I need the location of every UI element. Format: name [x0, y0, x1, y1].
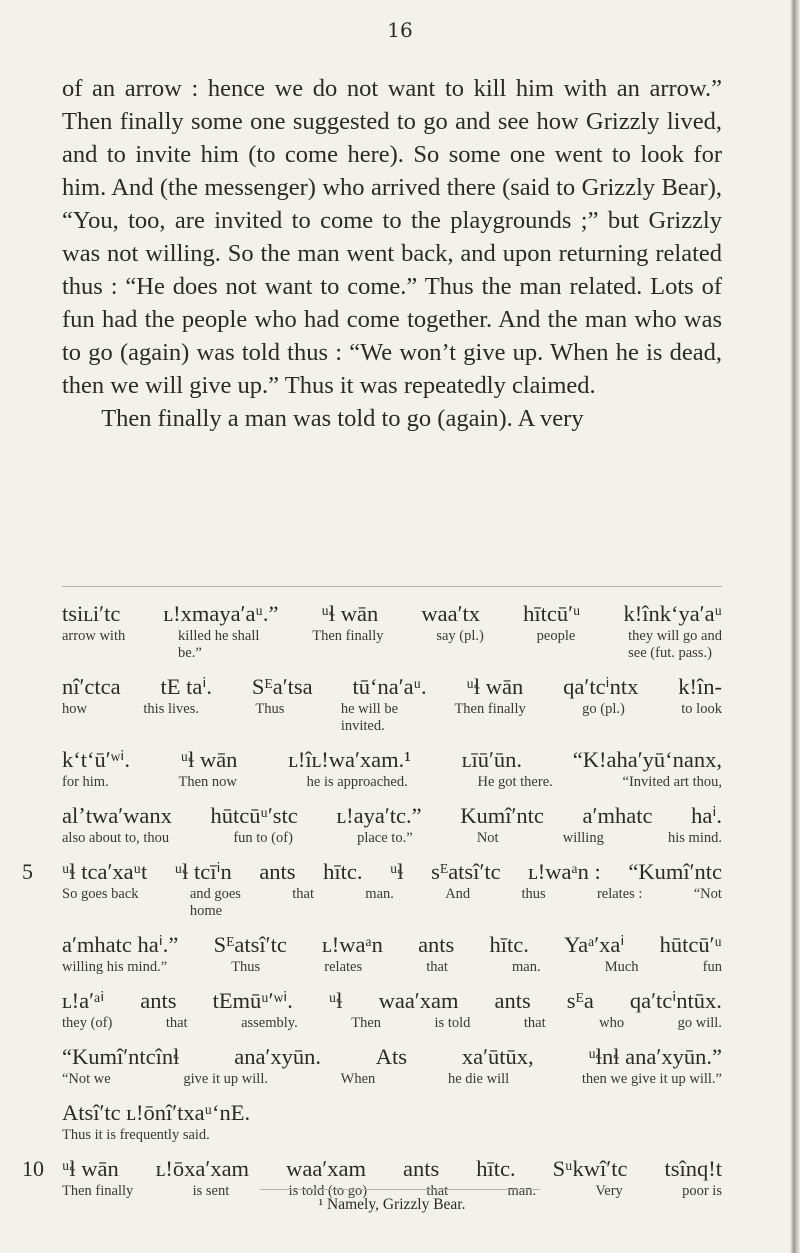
- page-edge-shadow: [790, 0, 800, 1253]
- gloss-word: this lives.: [143, 701, 199, 717]
- native-text-row: [62, 1155, 722, 1183]
- interlinear-text: [22, 600, 722, 1211]
- gloss-row: [62, 1127, 722, 1144]
- gloss-word: to look: [681, 701, 722, 717]
- native-word: ᵘɬ wān: [180, 747, 238, 772]
- native-word: ᵘɬ: [389, 859, 404, 884]
- gloss-word: Then finally: [454, 701, 526, 717]
- interlinear-line: [62, 673, 722, 735]
- native-word: ᵘɬ tcīⁱn: [174, 859, 232, 884]
- native-word: ᵘɬnɬ anaʹxyūn.”: [588, 1044, 722, 1069]
- gloss-word: killed he shall be.”: [178, 628, 260, 661]
- native-text-row: [62, 858, 722, 886]
- gloss-word: relates :: [596, 886, 643, 902]
- gloss-word: Much: [604, 959, 639, 975]
- native-word: anaʹxyūn.: [234, 1044, 321, 1069]
- gloss-row: [62, 774, 722, 791]
- native-text-row: [62, 1099, 722, 1127]
- native-word: ᵘɬ wān: [466, 674, 524, 699]
- gloss-word: So goes back: [62, 886, 139, 902]
- gloss-word: that: [165, 1015, 188, 1031]
- native-word: ᵘɬ wān: [321, 601, 379, 626]
- native-text-row: [62, 746, 722, 774]
- gloss-word: is told (to go): [288, 1183, 368, 1199]
- gloss-word: place to.”: [357, 830, 413, 846]
- native-word: hūtcūʹᵘ: [659, 932, 722, 957]
- gloss-word: is sent: [192, 1183, 230, 1199]
- native-word: ʟ!waᵃn :: [528, 859, 601, 884]
- native-word: hītc.: [476, 1156, 516, 1181]
- gloss-word: also about to, thou: [62, 830, 170, 846]
- native-word: qaʹtcⁱntx: [563, 674, 639, 699]
- gloss-row: [62, 1015, 722, 1032]
- native-text-row: [62, 600, 722, 628]
- native-word: qaʹtcⁱntūx.: [629, 988, 722, 1013]
- line-number: 10: [22, 1156, 44, 1181]
- gloss-word: that: [426, 959, 448, 975]
- gloss-row: [62, 1071, 722, 1088]
- gloss-row: [62, 886, 722, 920]
- footnote-rule: [260, 1189, 540, 1190]
- gloss-word: assembly.: [241, 1015, 298, 1031]
- native-word: hītc.: [489, 932, 529, 957]
- gloss-word: fun to (of): [233, 830, 293, 846]
- native-word: Yaᵃʹxaⁱ: [564, 932, 625, 957]
- native-word: “K!ahaʹyūʻnanx,: [572, 747, 722, 772]
- native-word: ʟ!ayaʹtc.”: [336, 803, 422, 828]
- interlinear-line: [62, 931, 722, 976]
- native-word: k!înkʻyaʹaᵘ: [623, 601, 722, 626]
- native-word: ʟ!xmayaʹaᵘ.”: [163, 601, 279, 626]
- native-word: tE taⁱ.: [160, 674, 213, 699]
- gloss-word: how: [62, 701, 87, 717]
- native-word: waaʹxam: [286, 1156, 366, 1181]
- gloss-word: poor is: [682, 1183, 722, 1199]
- gloss-word: Then now: [178, 774, 237, 790]
- native-word: Atsîʹtc ʟ!ōnîʹtxaᵘʻnE.: [62, 1100, 251, 1125]
- gloss-word: Thus it is frequently said.: [62, 1127, 210, 1143]
- native-word: “Kumîʹntcînɬ: [62, 1044, 180, 1069]
- native-word: Sᴱatsîʹtc: [213, 932, 287, 957]
- gloss-word: willing: [562, 830, 604, 846]
- gloss-word: people: [536, 628, 576, 644]
- gloss-word: and goes home: [189, 886, 241, 919]
- native-word: nîʹctca: [62, 674, 121, 699]
- gloss-row: [62, 628, 722, 662]
- native-text-row: [62, 931, 722, 959]
- native-word: hītcūʹᵘ: [523, 601, 581, 626]
- gloss-word: arrow with: [62, 628, 126, 644]
- native-word: tsînq!t: [664, 1156, 722, 1181]
- native-word: hītc.: [323, 859, 363, 884]
- gloss-word: he will be invited.: [340, 701, 399, 734]
- native-word: ants: [259, 859, 296, 884]
- native-text-row: [62, 802, 722, 830]
- interlinear-line: [22, 1155, 722, 1200]
- interlinear-line: [22, 858, 722, 920]
- gloss-word: man.: [512, 959, 541, 975]
- gloss-word: “Not: [693, 886, 722, 902]
- native-text-row: [62, 987, 722, 1015]
- section-rule: [62, 586, 722, 587]
- native-word: sᴱa: [566, 988, 594, 1013]
- gloss-word: relates: [324, 959, 363, 975]
- gloss-word: then we give it up will.”: [581, 1071, 722, 1087]
- gloss-word: they will go and see (fut. pass.): [628, 628, 722, 661]
- gloss-word: When: [340, 1071, 376, 1087]
- translation-text: [62, 72, 722, 435]
- native-text-row: [62, 673, 722, 701]
- gloss-word: “Invited art thou,: [622, 774, 722, 790]
- native-word: waaʹxam: [378, 988, 459, 1013]
- native-word: Ats: [375, 1044, 408, 1069]
- gloss-word: Not: [476, 830, 499, 846]
- native-word: ᵘɬ tcaʹxaᵘt: [62, 859, 148, 884]
- native-word: ants: [402, 1156, 440, 1181]
- native-word: ants: [418, 932, 455, 957]
- gloss-word: thus: [521, 886, 546, 902]
- translation-paragraph: Then finally a man was told to go (again). A very: [101, 405, 584, 432]
- native-word: haⁱ.: [691, 803, 722, 828]
- native-word: Sᴱaʹtsa: [251, 674, 313, 699]
- gloss-word: go will.: [677, 1015, 722, 1031]
- native-word: ᵘɬ wān: [62, 1156, 119, 1181]
- native-word: Kumîʹntc: [460, 803, 544, 828]
- native-word: ᵘɬ: [328, 988, 343, 1013]
- gloss-word: willing his mind.”: [62, 959, 168, 975]
- gloss-word: “Not we: [62, 1071, 111, 1087]
- native-text-row: [62, 1043, 722, 1071]
- native-word: kʻtʻūʹʷⁱ.: [62, 747, 130, 772]
- gloss-word: that: [292, 886, 314, 902]
- gloss-row: [62, 830, 722, 847]
- gloss-word: go (pl.): [582, 701, 625, 717]
- gloss-word: Thus: [231, 959, 261, 975]
- gloss-word: who: [599, 1015, 625, 1031]
- gloss-word: give it up will.: [183, 1071, 268, 1087]
- gloss-word: man.: [365, 886, 394, 902]
- native-word: tsiʟiʹtc: [62, 601, 121, 626]
- line-number: 5: [22, 859, 33, 884]
- interlinear-line: [62, 1043, 722, 1088]
- native-word: ʟ!aʹᵃⁱ: [62, 988, 105, 1013]
- gloss-word: Then finally: [312, 628, 384, 644]
- native-word: k!în-: [678, 674, 722, 699]
- gloss-word: Then: [351, 1015, 382, 1031]
- interlinear-line: [62, 987, 722, 1032]
- page-number: 16: [387, 18, 413, 42]
- gloss-word: he die will: [447, 1071, 510, 1087]
- footnote: ¹ Namely, Grizzly Bear.: [318, 1196, 466, 1213]
- native-word: sᴱatsîʹtc: [431, 859, 501, 884]
- native-word: ʟ!ōxaʹxam: [155, 1156, 250, 1181]
- native-word: waaʹtx: [421, 601, 480, 626]
- interlinear-line: [62, 746, 722, 791]
- native-word: tūʻnaʹaᵘ.: [352, 674, 427, 699]
- translation-paragraph: of an arrow : hence we do not want to kill him with an arrow.” Then finally some one suggested to go and see how Grizzly lived, and to invite him (to come here). So some one went to look for him. And (the messenger) who arrived there (said to Grizzly Bear), “You, too, are invited to come to the playgrounds ;” but Grizzly was not willing. So the man went back, and upon returning related thus : “He does not want to come.” Thus the man related. Lots of fun had the people who had come together. And the man who was to go (again) was told thus : “We won’t give up. When he is dead, then we will give up.” Thus it was repeatedly claimed.: [62, 75, 722, 399]
- gloss-row: [62, 701, 722, 735]
- gloss-word: that: [523, 1015, 546, 1031]
- gloss-word: for him.: [62, 774, 109, 790]
- native-word: ants: [494, 988, 531, 1013]
- gloss-word: he is approached.: [306, 774, 408, 790]
- native-word: ʟ!îʟ!waʹxam.¹: [288, 747, 412, 772]
- native-word: aʹmhatc haⁱ.”: [62, 932, 179, 957]
- gloss-word: fun: [702, 959, 722, 975]
- gloss-word: his mind.: [668, 830, 722, 846]
- interlinear-line: [62, 802, 722, 847]
- gloss-word: Thus: [255, 701, 285, 717]
- gloss-word: Then finally: [62, 1183, 134, 1199]
- gloss-word: is told: [434, 1015, 471, 1031]
- native-word: ʟ!waᵃn: [322, 932, 383, 957]
- gloss-word: And: [445, 886, 471, 902]
- native-word: xaʹūtūx,: [461, 1044, 534, 1069]
- native-word: tEmūᵘʹʷⁱ.: [212, 988, 293, 1013]
- interlinear-line: [62, 1099, 722, 1144]
- gloss-word: they (of): [62, 1015, 113, 1031]
- interlinear-line: [62, 600, 722, 662]
- gloss-row: [62, 959, 722, 976]
- native-word: alʼtwaʹwanx: [62, 803, 172, 828]
- gloss-word: man.: [507, 1183, 537, 1199]
- native-word: Sᵘkwîʹtc: [552, 1156, 628, 1181]
- gloss-word: He got there.: [477, 774, 553, 790]
- native-word: ʟīūʹūn.: [461, 747, 522, 772]
- gloss-word: say (pl.): [436, 628, 484, 644]
- native-word: “Kumîʹntc: [628, 859, 722, 884]
- gloss-word: Very: [595, 1183, 623, 1199]
- gloss-word: that: [426, 1183, 449, 1199]
- native-word: aʹmhatc: [582, 803, 653, 828]
- native-word: hūtcūᵘʹstc: [210, 803, 298, 828]
- native-word: ants: [140, 988, 177, 1013]
